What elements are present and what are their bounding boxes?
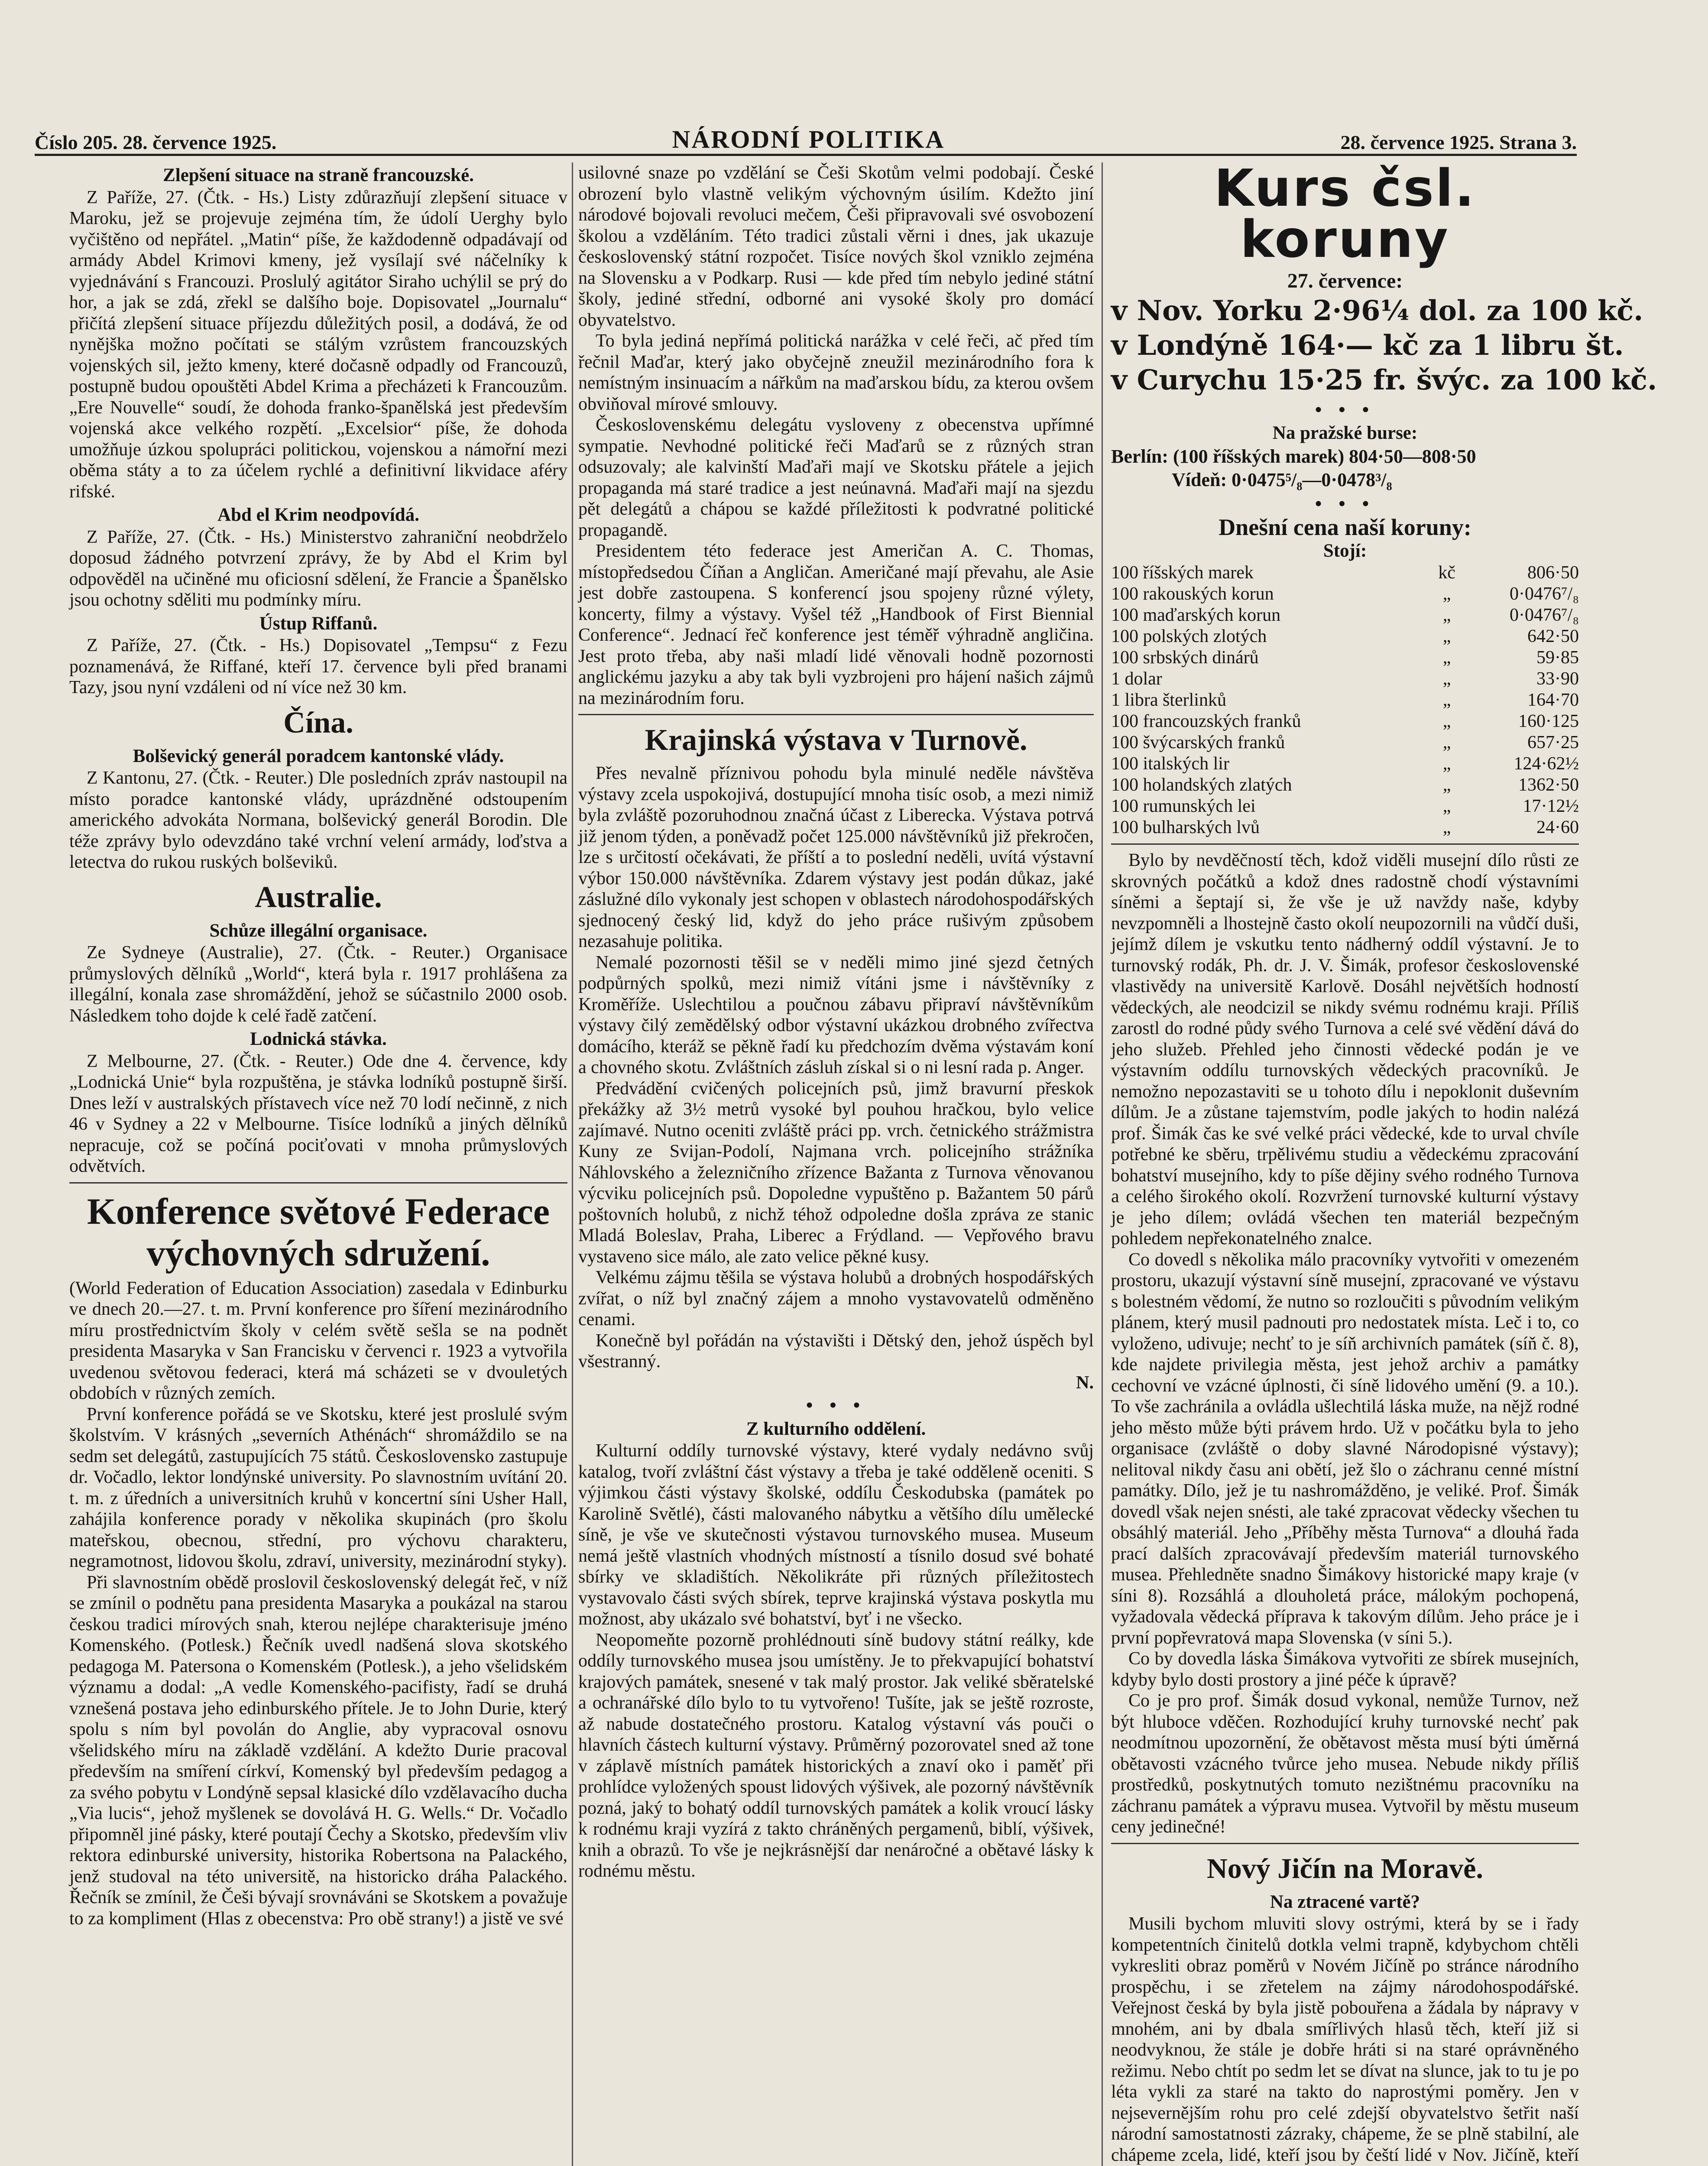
article-text: Předvádění cvičených policejních psů, jimž bravurní přeskok překážky až 3½ metrů vysoké byl pouhou hračkou, bylo velice zajímavé. Nutno oceniti zvláště práci pp. vrch. četnického strážmistra Kuny ze Svijan-Podolí, Najmana vrch. policejního strážníka Náhlovského a železničního zřízence Bažanta z Turnova věnovanou výcviku policejních psů. Dopoledne vypuštěno p. Bažantem 50 párů poštovních holubů, z nichž téhož odpoledne došla zpráva ze stanic Mladá Boleslav, Praha, Liberec a Frýdland. — Vepřového bravu vystaveno sice málo, ale zato velice pěkné kusy. <box>578 1078 1094 1267</box>
rate-unit: „ <box>1442 775 1451 795</box>
rate-row <box>1111 753 1579 775</box>
rate-item: 100 polských zlotých <box>1111 626 1267 646</box>
article-heading: Zlepšení situace na straně francouzské. <box>163 165 474 185</box>
kurs-line-newyork: v Nov. Yorku 2·96¼ dol. za 100 kč. <box>1111 294 1643 327</box>
rate-unit: „ <box>1442 733 1451 752</box>
rate-unit: „ <box>1442 690 1451 710</box>
rate-row <box>1111 775 1579 796</box>
masthead <box>35 119 1577 156</box>
issue-number: Číslo 205. 28. července 1925. <box>35 131 277 153</box>
article-heading: Lodnická stávka. <box>250 1029 387 1049</box>
rate-value: 0·0476⁷/₈ <box>1510 584 1579 604</box>
headline-novy-jicin: Nový Jičín na Moravě. <box>1207 1852 1483 1884</box>
article-heading: Schůze illegální organisace. <box>209 920 428 941</box>
rate-item: 1 libra šterlinků <box>1111 690 1226 710</box>
article-text: Z Paříže, 27. (Čtk. - Hs.) Listy zdůrazňují zlepšení situace v Maroku, jež se projevuje zejména tím, že údolí Uerghy bylo vyčištěno od nepřátel. „Matin“ píše, že každodenně odpadávají od armády Abdel Krimovi kmeny, jež vysílají své náčelníky k vyjednávání s Francouzi. Proslulý agitátor Siraho uchýlil se prý do hor, a jak se zdá, zřekl se dalšího boje. Dopisovatel „Journalu“ přičítá zlepšení situace příjezdu důležitých posil, a dodává, že od nynějška možno počítati se stálým vzrůstem francouzských vojenských sil, ježto kmeny, které dočasně odpadly od Francouzů, postupně budou opouštěti Abdel Krima a přecházeti k Francouzům. „Ere Nouvelle“ soudí, že dohoda franko-španělská jest především vojenská akce velkého rozpětí. „Excelsior“ píše, že dohoda umožňuje úzkou spolupráci politickou, vojenskou a námořní mezi oběma státy a to za účelem rychlé a definitivní likvidace aféry rifské. <box>69 187 567 502</box>
bourse-berlin: Berlín: (100 říšských marek) 804·50—808·50 <box>1111 445 1476 467</box>
article-separator <box>69 1182 567 1184</box>
rate-row <box>1111 732 1579 753</box>
article-text: Z Melbourne, 27. (Čtk. - Reuter.) Ode dne 4. července, kdy „Lodnická Unie“ byla rozpuštěna, je stávka lodníků postupně širší. Dnes leží v australských přístavech více než 70 lodí nečinně, z nich 46 v Sydney a 22 v Melbourne. Tisíce lodníků a jiných dělníků nepracuje, což se počíná pociťovati v mnoha průmyslových odvětvích. <box>69 1051 567 1176</box>
rate-row <box>1111 817 1579 838</box>
headline-kurs-koruny: Kurs čsl. koruny <box>1214 158 1476 269</box>
article-separator <box>1111 843 1579 845</box>
article-text: Z Kantonu, 27. (Čtk. - Reuter.) Dle posledních zpráv nastoupil na místo poradce kantonské vlády, uprázdněné odstoupením amerického advokáta Normana, bolševický generál Borodin. Dle téže zprávy bylo odevzdáno také vrchní velení armády, loďstva a letectva do rukou ruských bolševiků. <box>69 768 567 872</box>
rate-item: 100 srbských dinárů <box>1111 648 1259 668</box>
article-text: Přes nevalně příznivou pohodu byla minulé neděle návštěva výstavy zcela uspokojivá, dostupující mnoha tisíc osob, a mezi nimiž byla zvláště pozoruhodnou značná účast z Liberecka. Výstava potrvá již jenom týden, a poněvadž počet 125.000 návštěvníků již překročen, lze s určitostí očekávati, že příští a to poslední neděli, uvítá výstavní výbor 150.000 návštěvníka. Zdarem výstavy jest podán důkaz, jaké záslužné dílo vykonaly jest schopen v oblastech národohospodářských sjednocený český lid, když do jeho práce rušivým způsobem nezasahuje politika. <box>578 763 1094 951</box>
rate-value: 1362·50 <box>1518 775 1579 795</box>
column-divider <box>572 162 573 2166</box>
headline-konference: Konference světové Federace výchovných sdružení. <box>87 1190 550 1274</box>
article-text: Musili bychom mluviti slovy ostrými, která by se i řady kompetentních činitelů dotkla velmi trapně, kdybychom chtěli vykresliti obraz poměrů v Novém Jičíně po stránce národního prospěchu, i se zřetelem na zájmy národohospodářské. Veřejnost česká by byla jistě pobouřena a žádala by nápravy v mnohém, ani by dbala smířlivých hlasů těch, kteří již si neodvyknou, že stále je dobře hráti si na staré oprávněného režimu. Nebo chtít po sedm let se dívat na slunce, jak to tu je po léta vykli za staré na takto do naprostými poměry. Jen v nejsevernějším rohu pro celé zdejší obyvatelstvo šetřit naší národní samostatnosti zázraky, chápeme, že se plně stabilní, ale chápeme zcela, lidé, kteří jsou by čeští lidé v Nov. Jičíně, kteří <box>1111 1914 1579 2165</box>
article-heading: Bolševický generál poradcem kantonské vlády. <box>133 746 504 766</box>
rate-row <box>1111 796 1579 817</box>
column-divider <box>1102 162 1103 2166</box>
kurs-line-london: v Londýně 164·— kč za 1 libru št. <box>1111 329 1624 362</box>
rate-unit: „ <box>1442 711 1451 731</box>
article-heading: Ústup Riffanů. <box>259 613 378 634</box>
bourse-vienna: Vídeň: 0·0475⁵/₈—0·0478³/₈ <box>1172 469 1392 490</box>
rate-item: 100 rumunských lei <box>1111 796 1256 816</box>
article-text: Co dovedl s několika málo pracovníky vytvořiti v omezeném prostoru, ukazují výstavní síně musejní, zpracované ve výstavu s bolestném vědomí, že nutno so rozloučiti s původním velikým plánem, který musil padnouti pro nedostatek místa. Leč i to, co vyloženo, udivuje; nechť to je síň archivních památek (síň č. 8), kde najdete privilegia města, jest jehož archiv a památky cechovní ve vzácné úplnosti, či síně lidového umění (9. a 10.). To vše zachránila a ovládla ušlechtilá láska muže, na nějž rodné jeho město může býti právem hrdo. Už v počátku byla to jeho organisace (zvláště o doby slavné Národopisné výstavy); nelitoval nikdy času ani obětí, jež šlo o záchranu cenné místní památky. Dílo, jež je tu nashromážděno, je veliké. Prof. Šimák dovedl však nejen snésti, ale také zpracovat vědecky všechen tu obsáhlý materiál. Jeho „Příběhy města Turnova“ a dlouhá řada prací dalších zpracovávají především materiál turnovského musea. Přehledněte snadno Šimákovy historické mapy kraje (v síni 8). Rozsáhlá a dlouholetá práce, málokým pochopená, vyžadovala vědecká příprava k takovým dílům. Jeho práce je i první popřevratová mapa Slovenska (v síni 5.). <box>1111 1249 1579 1648</box>
article-text: Neopomeňte pozorně prohlédnouti síně budovy státní reálky, kde oddíly turnovského musea jsou umístěny. Je to překvapující bohatství krajových památek, snesené v tak malý prostor. Jak veliké sběratelské a ochranářské dílo bylo to tu vytvořeno! Tušíte, jak se ještě rozroste, až nabude dostatečného prostoru. Katalog výstavní vás pouči o hlavních částech kulturní výstavy. Průměrný pozorovatel sned až tone v záplavě místních památek historických a znaví oko i paměť při prohlídce vyložených spoust lidových výšivek, ale pozorný návštěvník pozná, jaký to bohatý oddíl turnovských památek a kolik vroucí lásky k rodnému kraji vyzírá z takto chráněných pergamenů, biblí, výšivek, knih a obrazů. To vše je nejkrásnější dar nenáročné a obětavé lásky k rodnému městu. <box>578 1630 1094 1881</box>
rate-row <box>1111 711 1579 732</box>
page-number: 28. července 1925. Strana 3. <box>1340 131 1577 153</box>
rate-item: 1 dolar <box>1111 669 1162 689</box>
article-text: Československému delegátu vysloveny z obecenstva upřímné sympatie. Nevhodné politické řeči Maďarů se z různých stran odsuzovaly; ale kalvinští Maďaři mají ve Skotsku přátele a jejich propaganda má staré tradice a jest neúnavná. Maďaři mají na sjezdu pět delegátů a chápou se každé příležitosti k podvratné politické propagandě. <box>578 415 1094 540</box>
rates-heading: Dnešní cena naší koruny: <box>1219 514 1471 540</box>
rate-row <box>1111 668 1579 690</box>
rate-item: 100 bulharských lvů <box>1111 817 1260 837</box>
article-text: Ze Sydneye (Australie), 27. (Čtk. - Reuter.) Organisace průmyslových dělníků „World“, která byla r. 1917 prohlášena za illegální, konala zase shromáždění, jehož se súčastnilo 2000 osob. Následkem toho dojde k celé řadě zatčení. <box>69 943 567 1026</box>
article-text: Velkému zájmu těšila se výstava holubů a drobných hospodářských zvířat, o níž byl značný zájem a mnoho vystavovatelů odměněno cenami. <box>578 1268 1094 1329</box>
rate-unit: „ <box>1442 796 1451 816</box>
rate-unit: „ <box>1442 754 1451 774</box>
rate-item: 100 maďarských korun <box>1111 605 1281 625</box>
rate-value: 33·90 <box>1536 669 1579 689</box>
article-text: První konference pořádá se ve Skotsku, které jest proslulé svým školstvím. V krásných „severních Athénách“ shromáždilo se na sedm set delegátů, zastupujících 75 států. Československo zastupuje dr. Vočadlo, lektor londýnské university. Po slavnostním uvítání 20. t. m. z úředních a universitních kruhů v koncertní síni Usher Hall, zahájila konference porady v několika skupinách (pro školu mateřskou, obecnou, střední, pro výchovu charakteru, negramotnost, lidovou školu, zdraví, university, mezinárodní styky). <box>69 1404 567 1571</box>
column-1 <box>69 162 567 2166</box>
rate-value: 160·125 <box>1518 711 1579 731</box>
rate-row <box>1111 626 1579 647</box>
rate-value: 59·85 <box>1536 648 1579 668</box>
rate-unit: „ <box>1442 605 1451 625</box>
article-text: (World Federation of Education Association) zasedala v Edinburku ve dnech 20.—27. t. m. První konference pro šíření mezinárodního míru prostřednictvím školy v celém světě sešla se na podnět presidenta Masaryka v San Francisku v červenci r. 1923 a vytvořila uvedenou světovou federaci, která má scházeti se v dvouletých obdobích v různých zemích. <box>69 1278 567 1403</box>
author-signature: N. <box>1076 1372 1094 1393</box>
article-text: Bylo by nevděčností těch, kdož viděli musejní dílo růsti ze skrovných počátků a kdož dnes radostně chodí výstavními síněmi a šeptají si, že vše je už navždy naše, kdyby nevzpomněli a lhostejně často okolí neupozornili na vůdčí duši, jejímž dílem je vskutku tento nádherný oddíl výstavní. Je to turnovský rodák, Ph. dr. J. V. Šimák, profesor československé vlastivědy na universitě Karlově. Dosáhl největších hodností vědeckých, ale neodcizil se nikdy svému rodnému kraji. Příliš zarostl do rodné půdy svého Turnova a celé své vědění dává do jeho služeb. Přehled jeho činnosti vědecké podán je ve výstavním oddílu turnovských vědeckých pracovníků. Je nemožno nepozastaviti se u tohoto dílu i nepoklonit duševním dílům. Je a zůstane tajemstvím, podle jakých to hodin nalézá prof. Šimák čas ke své velké práci vědecké, kde to urval chvíle potřebné ke sběru, trpělivému studiu a vědeckému zpracování bohatství musejního, kdy to píše dějiny svého rodného Turnova a celého širokého okolí. Rozvržení turnovské kulturní výstavy je jeho dílem; ovládá všechen ten materiál bezpečným pohledem nepřekonatelného znalce. <box>1111 850 1579 1248</box>
bourse-heading: Na pražské burse: <box>1272 423 1418 443</box>
article-text: Při slavnostním obědě proslovil československý delegát řeč, v níž se zmínil o podnětu pana presidenta Masaryka a poukázal na starou českou tradici mírových snah, kterou nejlépe charakterisuje jméno Komenského. (Potlesk.) Řečník uvedl nadšená slova skotského pedagoga M. Patersona o Komenském (Potlesk.), a jeho všelidském významu a dodal: „A vedle Komenského-pacifisty, řadí se druhá vznešená postava jeho edinburského přítele. Je to John Durie, který spolu s ním byl povolán do Anglie, aby vypracoval osnovu všelidského míru na základě vzdělání. A kdežto Durie pracoval především na smíření církví, Komenský byl především pedagog a za svého pobytu v Londýně sepsal klasické dílo vzdělavacího ducha „Via lucis“, jehož myšlenek se dovolává H. G. Wells.“ Dr. Vočadlo připomněl jiné pásky, které poutají Čechy a Skotsko, především vliv rektora edinburské university, historika Robertsona na Palackého, jenž studoval na této universitě, na historicko dráha Palackého. Řečník se zmínil, že Češi bývají srovnáváni se Skotskem a považuje to za kompliment (Hlas z obecenstva: Pro obě strany!) a jistě ve své <box>69 1572 567 1929</box>
rate-value: 0·0476⁷/₈ <box>1510 605 1579 625</box>
newspaper-title: NÁRODNÍ POLITIKA <box>672 125 945 153</box>
rate-row <box>1111 690 1579 711</box>
article-separator <box>1111 1843 1579 1844</box>
rate-item: 100 říšských marek <box>1111 563 1254 583</box>
rate-row <box>1111 647 1579 668</box>
rate-value: 124·62½ <box>1514 754 1579 774</box>
rate-item: 100 italských lir <box>1111 754 1229 774</box>
article-text: Co je pro prof. Šimák dosud vykonal, nemůže Turnov, než být hluboce vděčen. Rozhodující kruhy turnovské nechť pak neodmítnou upozornění, že obětavost města musí býti úměrná obětavosti vzácného tvůrce jeho musea. Nebude nikdy příliš prostředků, poskytnutých tomuto nezištnému pracovníku na záchranu památek a výpravu musea. Vytvořil by městu museum ceny jedinečné! <box>1111 1691 1579 1837</box>
rate-value: 164·70 <box>1527 690 1579 710</box>
rate-unit: „ <box>1442 669 1451 689</box>
column-2 <box>578 162 1094 2166</box>
article-separator <box>578 714 1094 715</box>
rate-value: 24·60 <box>1536 817 1579 837</box>
rate-item: 100 švýcarských franků <box>1111 733 1285 752</box>
article-text: Z Paříže, 27. (Čtk. - Hs.) Ministerstvo zahraniční neobdrželo doposud žádného potvrzení zprávy, že by Abd el Krim byl odpověděl na učiněné mu oficiosní sdělení, že Francie a Španělsko jsou ochotny sděliti mu podmínky míru. <box>69 527 567 610</box>
column-3 <box>1111 158 1657 2166</box>
rate-item: 100 holandských zlatých <box>1111 775 1292 795</box>
ornament-dots: • • • <box>806 1394 866 1416</box>
rate-row <box>1111 584 1579 605</box>
rate-value: 806·50 <box>1527 563 1579 583</box>
rate-unit: „ <box>1442 648 1451 668</box>
article-text: Kulturní oddíly turnovské výstavy, které vydaly nedávno svůj katalog, tvoří zvláštní část výstavy a třeba je také odděleně oceniti. S výjimkou části výstavy školské, oddílu Českodubska (památek po Karolině Světlé), části malovaného nábytku a většího dílu umělecké síně, je vše ve skutečnosti výstavou turnovského musea. Museum nemá ještě vlastních vhodných místností a tísnilo dosud své bohaté sbírky ve skladištích. Několikráte při různých příležitostech vystavovalo části svých sbírek, teprve krajinská výstava poskytla mu možnost, aby ukázalo své bohatství, byť i ne všecko. <box>578 1441 1094 1629</box>
article-text: To byla jediná nepřímá politická narážka v celé řeči, ač před tím řečnil Maďar, který jako obyčejně zneužil mezinárodního fora k nemístným insinuacím a nářkům na maďarskou bídu, za kterou ovšem obviňoval mírové smlouvy. <box>578 331 1094 414</box>
rate-value: 657·25 <box>1527 733 1579 752</box>
article-subheading: Na ztracené vartě? <box>1270 1891 1420 1912</box>
rates-table <box>1111 562 1579 838</box>
rate-value: 17·12½ <box>1523 796 1579 816</box>
rate-item: 100 francouzských franků <box>1111 711 1301 731</box>
rate-value: 642·50 <box>1527 626 1579 646</box>
rate-unit: „ <box>1442 626 1451 646</box>
rate-unit: „ <box>1442 584 1451 604</box>
rate-item: 100 rakouských korun <box>1111 584 1274 604</box>
article-heading: Z kulturního oddělení. <box>746 1418 926 1439</box>
article-text: Konečně byl pořádán na výstavišti i Dětský den, jehož úspěch byl všestranný. <box>578 1330 1094 1372</box>
rate-unit: „ <box>1442 817 1451 837</box>
rate-row <box>1111 605 1579 626</box>
article-text: Co by dovedla láska Šimákova vytvořiti ze sbírek musejních, kdyby bylo dosti prostory a jiné péče k úpravě? <box>1111 1649 1579 1690</box>
section-heading-australie: Australie. <box>255 880 382 914</box>
rates-subheading: Stojí: <box>1323 540 1367 561</box>
article-text: Nemalé pozornosti těšil se v neděli mimo jiné sjezd četných podpůrných spolků, mezi nimiž vítáni jsme i návštěvníky z Kroměříže. Uslechtilou a poučnou zábavu připraví návštěvníkům výstavy čilý zemědělský odbor výstavní ukázkou drobného zvířectva domácího, kteráž se pěkně řadí ku předchozím dvěma výstavám koní a chovného skotu. Zvláštních zásluh získal si o ni lesní rada p. Anger. <box>578 952 1094 1077</box>
kurs-line-zurich: v Curychu 15·25 fr. švýc. za 100 kč. <box>1111 363 1657 396</box>
article-text: usilovné snaze po vzdělání se Češi Skotům velmi podobají. České obrození bylo vlastně velikým výchovným úsilím. Kdežto jiní národové bojovali revoluci mečem, Češi připravovali své osvobození školou a vzděláním. Této tradici zůstali věrni i dnes, jak ukazuje československý státní rozpočet. Tisíce nových škol vzniklo zejména na Slovensku a v Podkarp. Rusi — kde před tím nebylo jediné státní školy, jediné střední, odborné ani vysoké školy pro domácí obyvatelstvo. <box>578 163 1094 330</box>
ornament-dots: • • • <box>1315 493 1375 514</box>
article-text: Presidentem této federace jest Američan A. C. Thomas, místopředsedou Číňan a Angličan. Američané mají převahu, ale Asie jest dobře zastoupena. S konferencí jsou spojeny různé výlety, koncerty, filmy a výstavy. Vyšel též „Handbook of First Biennial Conference“. Jednací řeč konference jest téměř výhradně angličina. Jest proto třeba, aby naši mladí lidé věnovali hodně pozornosti anglickému jazyku a aby tak byli vyzbrojeni pro hájení našich zájmů na mezinárodním foru. <box>578 541 1094 708</box>
ornament-dots: • • • <box>1315 399 1375 420</box>
article-text: Z Paříže, 27. (Čtk. - Hs.) Dopisovatel „Tempsu“ z Fezu poznamenává, že Riffané, kteří 17. července byli před branami Tazy, jsou nyní vzdáleni od ní více než 30 km. <box>69 636 567 697</box>
rate-row <box>1111 562 1579 584</box>
kurs-date: 27. července: <box>1287 269 1403 292</box>
article-heading: Abd el Krim neodpovídá. <box>217 505 419 525</box>
headline-krajinska-vystava: Krajinská výstava v Turnově. <box>645 723 1027 757</box>
section-heading-cina: Čína. <box>283 706 353 739</box>
rate-unit: kč <box>1438 563 1455 583</box>
